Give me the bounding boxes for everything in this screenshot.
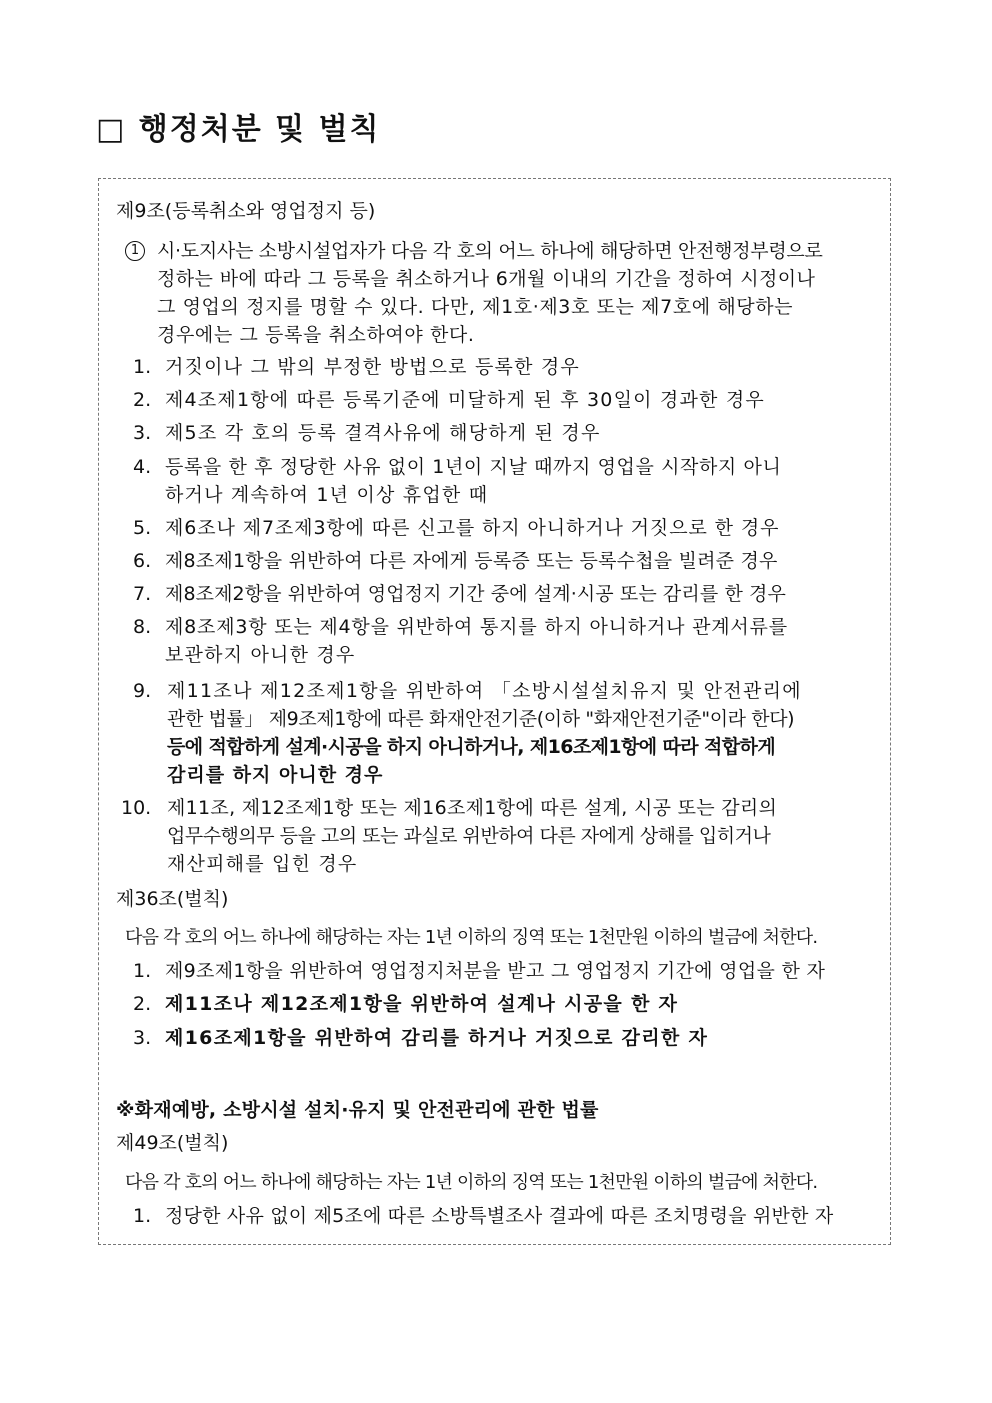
item-text: 하거나 계속하여 1년 이상 휴업한 때: [165, 484, 489, 506]
item-text: 제11조나 제12조제1항을 위반하여 「소방시설설치유지 및 안전관리에: [167, 680, 802, 702]
paragraph-line: 시·도지사는 소방시설업자가 다음 각 호의 어느 하나에 해당하면 안전행정부령으로: [157, 240, 823, 262]
item-text: 거짓이나 그 밖의 부정한 방법으로 등록한 경우: [165, 356, 580, 378]
list-item: [133, 1202, 883, 1230]
item-text: 제8조제3항 또는 제4항을 위반하여 통지를 하지 아니하거나 관계서류를: [165, 616, 788, 638]
item-text: 감리를 하지 아니한 경우: [167, 764, 384, 786]
item-number: 5.: [133, 517, 152, 539]
item-number: 4.: [133, 456, 152, 478]
item-text: 제8조제2항을 위반하여 영업정지 기간 중에 설계·시공 또는 감리를 한 경우: [165, 583, 786, 605]
item-text: 제11조, 제12조제1항 또는 제16조제1항에 따른 설계, 시공 또는 감리의: [167, 797, 778, 819]
law-excerpt-box: [98, 178, 891, 1245]
item-text: 관한 법률」 제9조제1항에 따른 화재안전기준(이하 "화재안전기준"이라 한다): [167, 708, 795, 730]
article-49-intro: 다음 각 호의 어느 하나에 해당하는 자는 1년 이하의 징역 또는 1천만원 이하의 벌금에 처한다.: [125, 1172, 818, 1193]
item-number: 2.: [133, 993, 152, 1015]
item-number: 6.: [133, 550, 152, 572]
list-item: [133, 353, 883, 381]
list-item: [133, 547, 883, 575]
article-49-heading: 제49조(벌칙): [116, 1132, 229, 1154]
item-text: 제9조제1항을 위반하여 영업정지처분을 받고 그 영업정지 기간에 영업을 한 자: [165, 960, 826, 982]
item-text: 제4조제1항에 따른 등록기준에 미달하게 된 후 30일이 경과한 경우: [165, 389, 765, 411]
list-item: [121, 794, 883, 878]
item-text: 제6조나 제7조제3항에 따른 신고를 하지 아니하거나 거짓으로 한 경우: [165, 517, 780, 539]
item-text: 보관하지 아니한 경우: [165, 644, 356, 666]
article-36-heading: 제36조(벌칙): [116, 888, 229, 910]
list-item: [133, 613, 883, 669]
list-item: [133, 514, 883, 542]
list-item: [133, 386, 883, 414]
item-text: 등록을 한 후 정당한 사유 없이 1년이 지날 때까지 영업을 시작하지 아니: [165, 456, 782, 478]
item-text: 업무수행의무 등을 고의 또는 과실로 위반하여 다른 자에게 상해를 입히거나: [167, 825, 771, 847]
item-number: 3.: [133, 422, 152, 444]
item-text: 제16조제1항을 위반하여 감리를 하거나 거짓으로 감리한 자: [165, 1027, 709, 1049]
item-number: 8.: [133, 616, 152, 638]
item-text: 제5조 각 호의 등록 결격사유에 해당하게 된 경우: [165, 422, 601, 444]
item-number: 9.: [133, 680, 152, 702]
item-text: 등에 적합하게 설계·시공을 하지 아니하거나, 제16조제1항에 따라 적합하게: [167, 736, 776, 758]
list-item: [133, 1024, 883, 1052]
item-number: 1.: [133, 960, 152, 982]
paragraph-line: 정하는 바에 따라 그 등록을 취소하거나 6개월 이내의 기간을 정하여 시정이나: [157, 268, 816, 290]
item-number: 2.: [133, 389, 152, 411]
item-number: 7.: [133, 583, 152, 605]
list-item: [133, 957, 883, 985]
item-number: 10.: [121, 797, 152, 819]
paragraph-number-circle: 1: [125, 241, 145, 261]
list-item: [133, 677, 883, 789]
list-item: [133, 419, 883, 447]
item-text: 재산피해를 입힌 경우: [167, 853, 358, 875]
item-text: 제11조나 제12조제1항을 위반하여 설계나 시공을 한 자: [165, 993, 679, 1015]
list-item: [133, 580, 883, 608]
item-text: 제8조제1항을 위반하여 다른 자에게 등록증 또는 등록수첩을 빌려준 경우: [165, 550, 778, 572]
item-text: 정당한 사유 없이 제5조에 따른 소방특별조사 결과에 따른 조치명령을 위반한 자: [165, 1205, 834, 1227]
related-law-title: ※화재예방, 소방시설 설치·유지 및 안전관리에 관한 법률: [116, 1099, 599, 1121]
item-number: 1.: [133, 1205, 152, 1227]
page-title: □ 행정처분 및 벌칙: [96, 112, 381, 147]
item-number: 3.: [133, 1027, 152, 1049]
article-36-intro: 다음 각 호의 어느 하나에 해당하는 자는 1년 이하의 징역 또는 1천만원 이하의 벌금에 처한다.: [125, 927, 818, 948]
item-number: 1.: [133, 356, 152, 378]
list-item: [133, 453, 883, 509]
paragraph-line: 그 영업의 정지를 명할 수 있다. 다만, 제1호·제3호 또는 제7호에 해당하는: [157, 296, 794, 318]
list-item: [133, 990, 883, 1018]
article-9-paragraph-1: [125, 237, 885, 349]
article-9-heading: 제9조(등록취소와 영업정지 등): [116, 200, 376, 222]
paragraph-line: 경우에는 그 등록을 취소하여야 한다.: [157, 324, 475, 346]
